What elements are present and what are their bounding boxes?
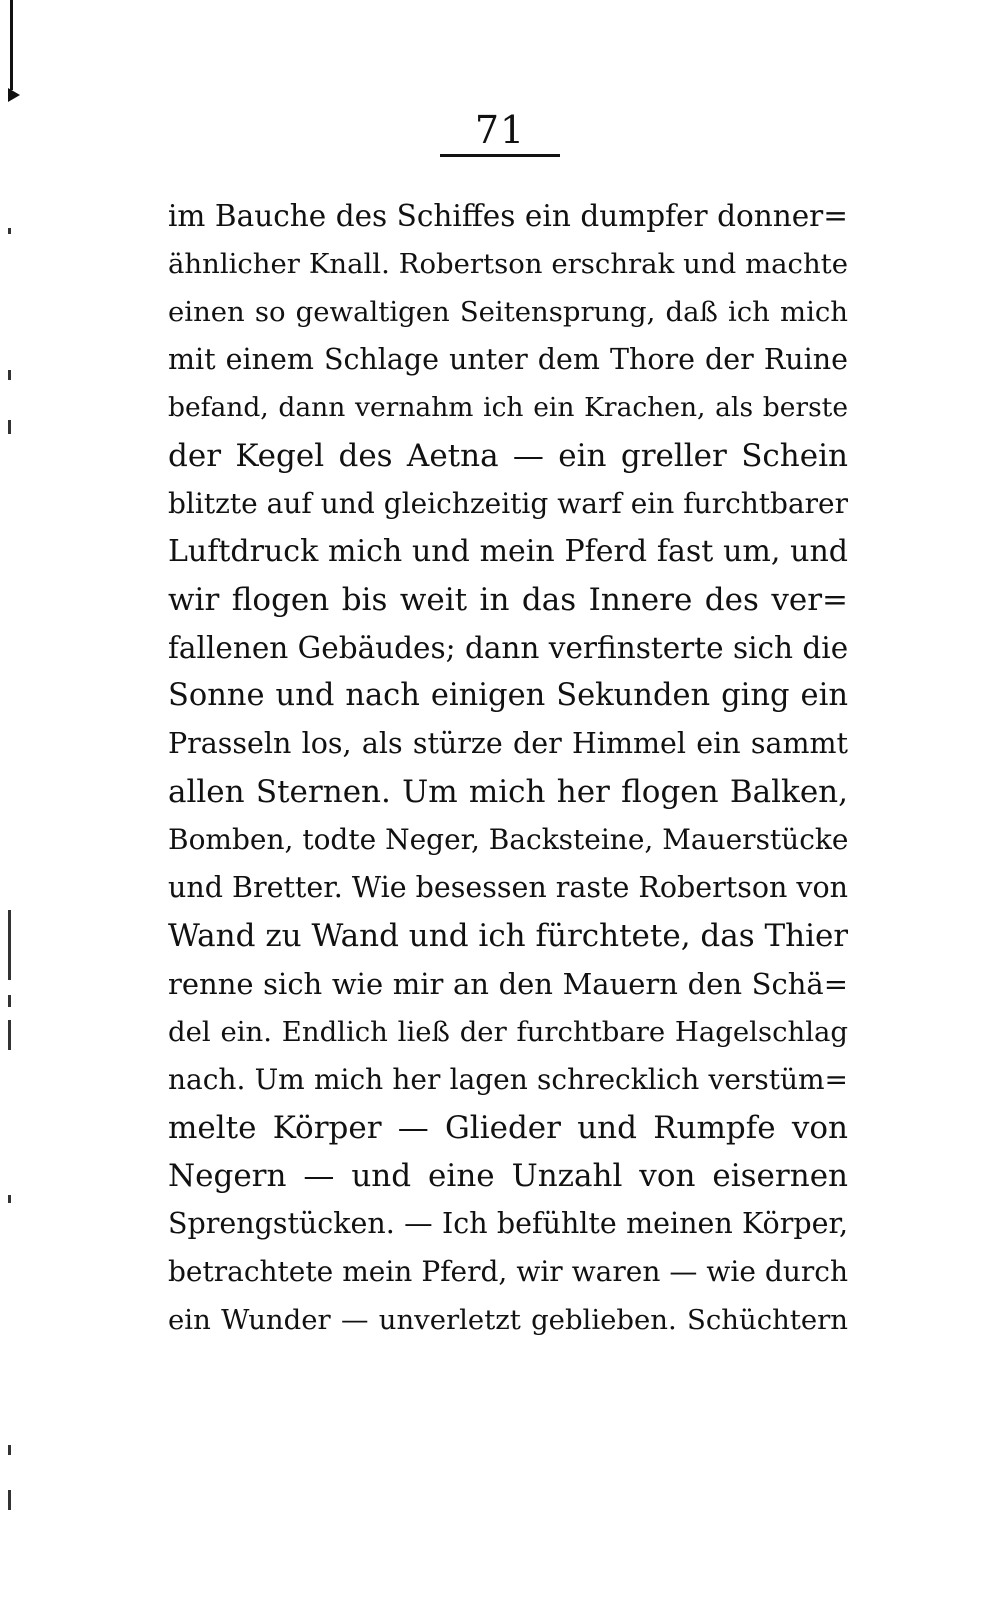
page-number: 71	[474, 108, 526, 152]
text-line: nach. Um mich her lagen schrecklich verstüm=	[168, 1063, 848, 1096]
page-edge-arrow-icon	[8, 88, 20, 102]
text-line: einen so gewaltigen Seitensprung, daß ich mich	[168, 296, 848, 328]
text-line: der Kegel des Aetna — ein greller Schein	[168, 438, 848, 474]
margin-speck	[8, 1195, 11, 1203]
text-line: ähnlicher Knall. Robertson erschrak und machte	[168, 248, 848, 280]
text-line: Wand zu Wand und ich fürchtete, das Thier	[168, 918, 848, 954]
page-number-rule	[440, 154, 560, 157]
margin-speck	[8, 228, 11, 234]
margin-speck	[8, 995, 11, 1007]
text-line: blitzte auf und gleichzeitig warf ein furchtbarer	[168, 487, 848, 520]
text-line: mit einem Schlage unter dem Thore der Ruine	[168, 343, 848, 376]
text-line: melte Körper — Glieder und Rumpfe von	[168, 1110, 848, 1146]
margin-speck	[8, 910, 11, 980]
text-line: fallenen Gebäudes; dann verfinsterte sich die	[168, 631, 848, 665]
text-line: im Bauche des Schiffes ein dumpfer donner=	[168, 199, 848, 233]
text-line: Negern — und eine Unzahl von eisernen	[168, 1158, 848, 1194]
text-line: Prasseln los, als stürze der Himmel ein sammt	[168, 727, 848, 760]
text-line: renne sich wie mir an den Mauern den Schä=	[168, 967, 848, 1001]
text-line: betrachtete mein Pferd, wir waren — wie durch	[168, 1255, 848, 1288]
margin-speck	[8, 1020, 11, 1050]
text-line: ein Wunder — unverletzt geblieben. Schüchtern	[168, 1304, 848, 1336]
text-line: und Bretter. Wie besessen raste Robertson von	[168, 871, 848, 904]
body-text	[168, 192, 848, 1344]
page-edge-rule	[10, 0, 13, 90]
margin-speck	[8, 420, 11, 434]
margin-speck	[8, 1445, 11, 1455]
text-line: allen Sternen. Um mich her flogen Balken,	[168, 774, 848, 810]
text-line: Sprengstücken. — Ich befühlte meinen Körper,	[168, 1207, 848, 1240]
text-line: wir flogen bis weit in das Innere des ver=	[168, 582, 848, 618]
text-line: del ein. Endlich ließ der furchtbare Hagelschlag	[168, 1016, 848, 1048]
text-line: befand, dann vernahm ich ein Krachen, als berste	[168, 392, 848, 423]
text-line: Sonne und nach einigen Sekunden ging ein	[168, 678, 848, 713]
text-line: Luftdruck mich und mein Pferd fast um, und	[168, 534, 848, 569]
text-line: Bomben, todte Neger, Backsteine, Mauerstücke	[168, 823, 848, 856]
margin-speck	[8, 370, 11, 380]
margin-speck	[8, 1490, 11, 1510]
